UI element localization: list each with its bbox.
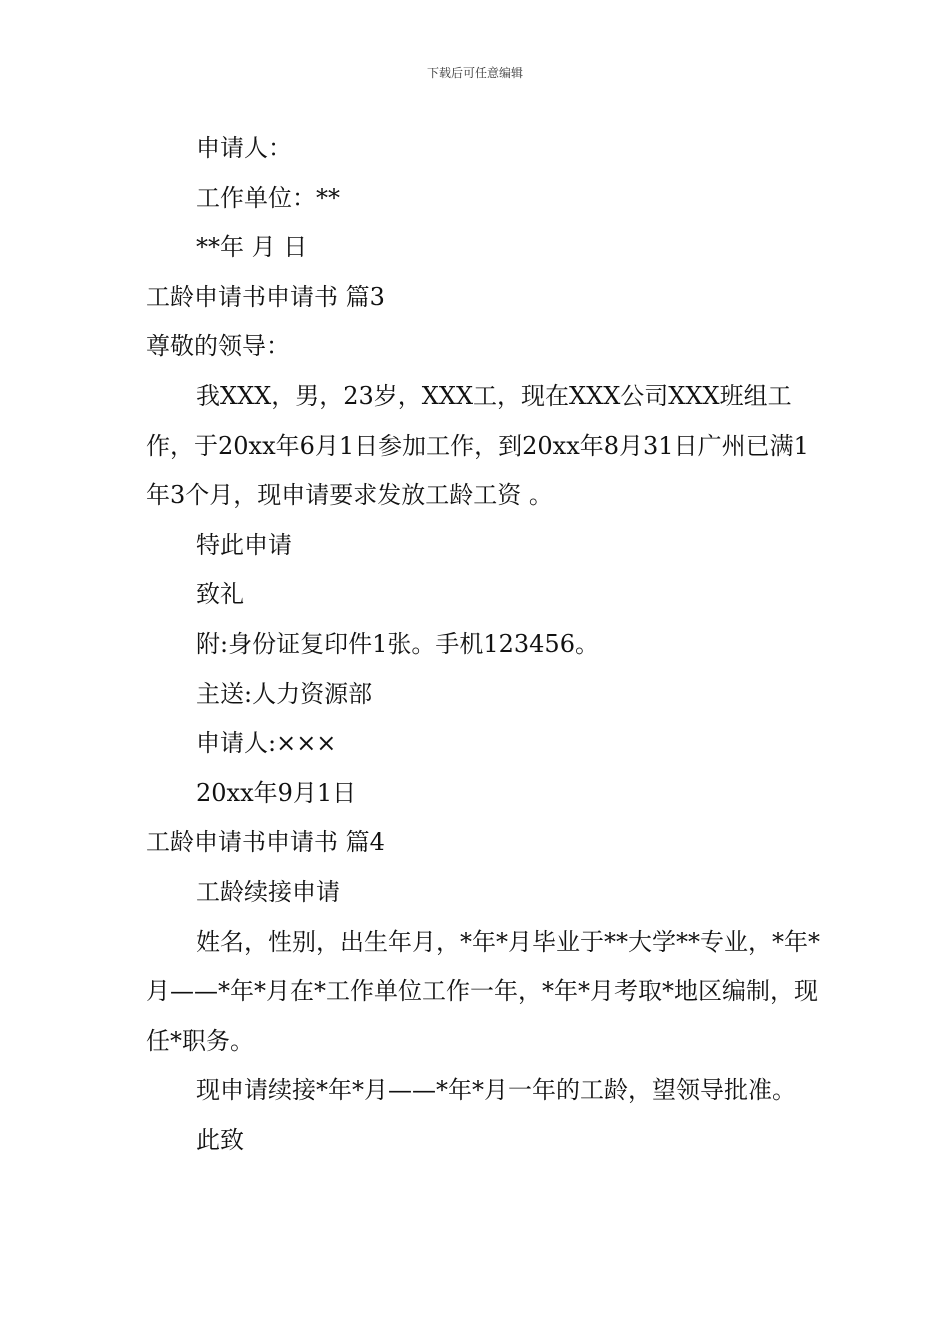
section-heading-3: 工龄申请书申请书 篇3 <box>146 282 385 311</box>
title-line-4: 工龄续接申请 <box>196 877 340 906</box>
document-body <box>146 124 826 1165</box>
closing-line: 此致 <box>196 1125 244 1154</box>
special-request-line: 特此申请 <box>196 530 292 559</box>
body-paragraph-4a: 姓名，性别，出生年月，*年*月毕业于**大学**专业，*年*月——*年*月在*工作单位工作一年，*年*月考取*地区编制，现任*职务。 <box>146 927 820 1055</box>
applicant-signed-line: 申请人:××× <box>196 729 337 758</box>
date-line-3: 20xx年9月1日 <box>196 778 357 807</box>
section-heading-4: 工龄申请书申请书 篇4 <box>146 828 385 857</box>
attachment-line: 附:身份证复印件1张。手机123456。 <box>196 629 599 658</box>
salutation: 尊敬的领导： <box>146 332 290 361</box>
date-blank-line: **年 月 日 <box>196 233 308 262</box>
body-paragraph-3: 我XXX，男，23岁，XXX工，现在XXX公司XXX班组工作，于20xx年6月1日参加工作，到20xx年8月31日广州已满1年3个月，现申请要求发放工龄工资 。 <box>146 381 809 510</box>
send-to-line: 主送:人力资源部 <box>196 679 373 708</box>
body-paragraph-4b: 现申请续接*年*月——*年*月一年的工龄，望领导批准。 <box>196 1076 796 1105</box>
page-header-note: 下载后可任意编辑 <box>426 66 523 80</box>
applicant-label: 申请人： <box>196 134 292 162</box>
regards-line: 致礼 <box>196 580 244 609</box>
work-unit-line: 工作单位：** <box>196 183 340 212</box>
